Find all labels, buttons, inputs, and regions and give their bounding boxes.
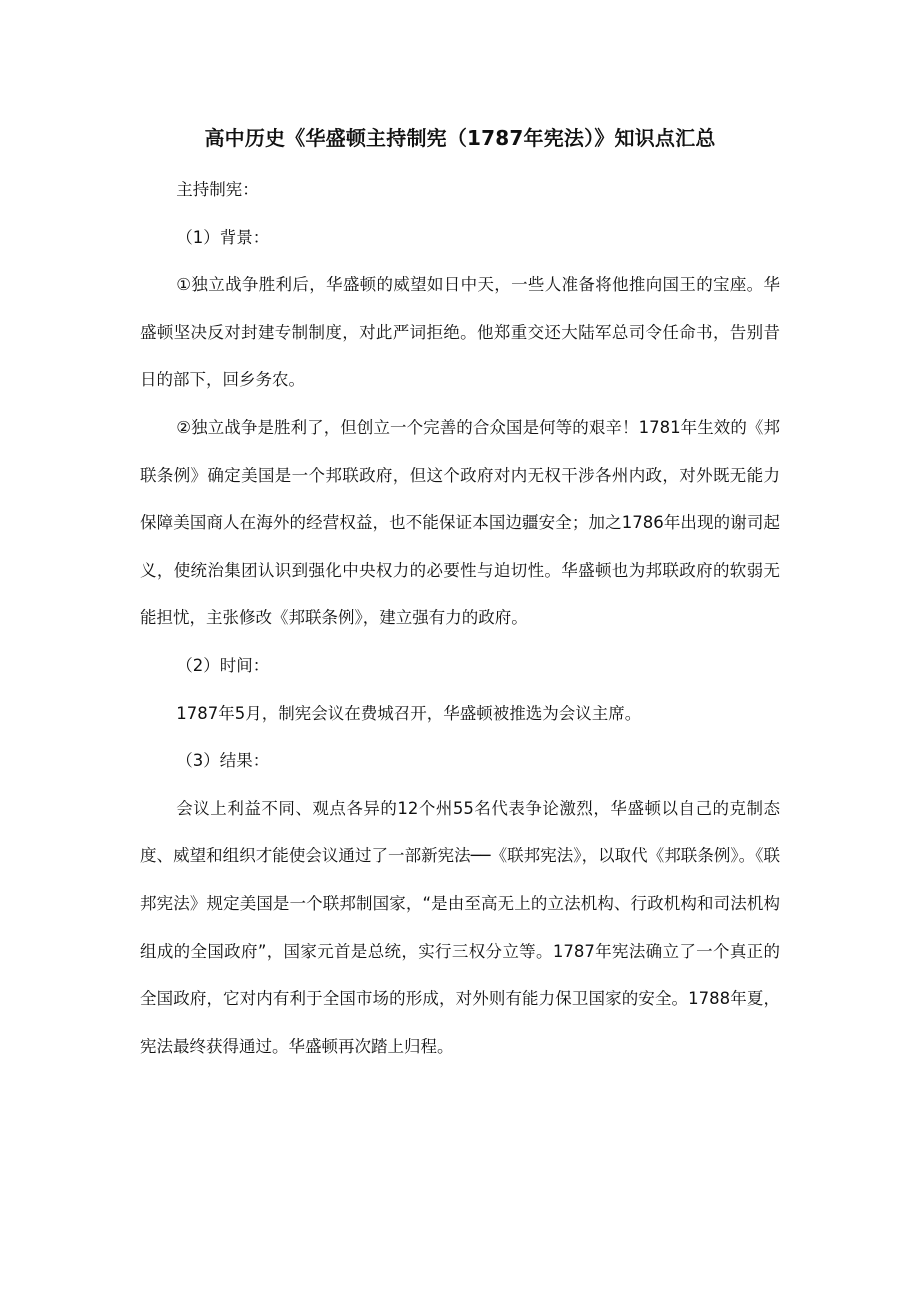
paragraph-background-1: ①独立战争胜利后，华盛顿的威望如日中天，一些人准备将他推向国王的宝座。华盛顿坚决反对封建专制制度，对此严词拒绝。他郑重交还大陆军总司令任命书，告别昔日的部下，回乡务农。 <box>140 275 780 390</box>
section-heading-constitution: 主持制宪： <box>176 180 259 199</box>
subheading-background: （1）背景： <box>176 227 270 247</box>
paragraph-background-2: ②独立战争是胜利了，但创立一个完善的合众国是何等的艰辛！1781年生效的《邦联条例》确定美国是一个邦联政府，但这个政府对内无权干涉各州内政，对外既无能力保障美国商人在海外的经营权益，也不能保证本国边疆安全；加之1786年出现的谢司起义，使统治集团认识到强化中央权力的必要性与迫切性。华盛顿也为邦联政府的软弱无能担忧，主张修改《邦联条例》，建立强有力的政府。 <box>140 417 780 628</box>
subheading-time: （2）时间： <box>176 655 270 675</box>
document-title: 高中历史《华盛顿主持制宪（1787年宪法）》知识点汇总 <box>204 126 716 150</box>
subheading-result: （3）结果： <box>176 751 270 771</box>
paragraph-result: 会议上利益不同、观点各异的12个州55名代表争论激烈，华盛顿以自己的克制态度、威望和组织才能使会议通过了一部新宪法──《联邦宪法》，以取代《邦联条例》。《联邦宪法》规定美国是一个联邦制国家，“是由至高无上的立法机构、行政机构和司法机构组成的全国政府”，国家元首是总统，实行三权分立等。1787年宪法确立了一个真正的全国政府，它对内有利于全国市场的形成，对外则有能力保卫国家的安全。1788年夏，宪法最终获得通过。华盛顿再次踏上归程。 <box>140 798 780 1056</box>
paragraph-time: 1787年5月，制宪会议在费城召开，华盛顿被推选为会议主席。 <box>176 703 642 723</box>
document-body <box>140 166 780 1070</box>
